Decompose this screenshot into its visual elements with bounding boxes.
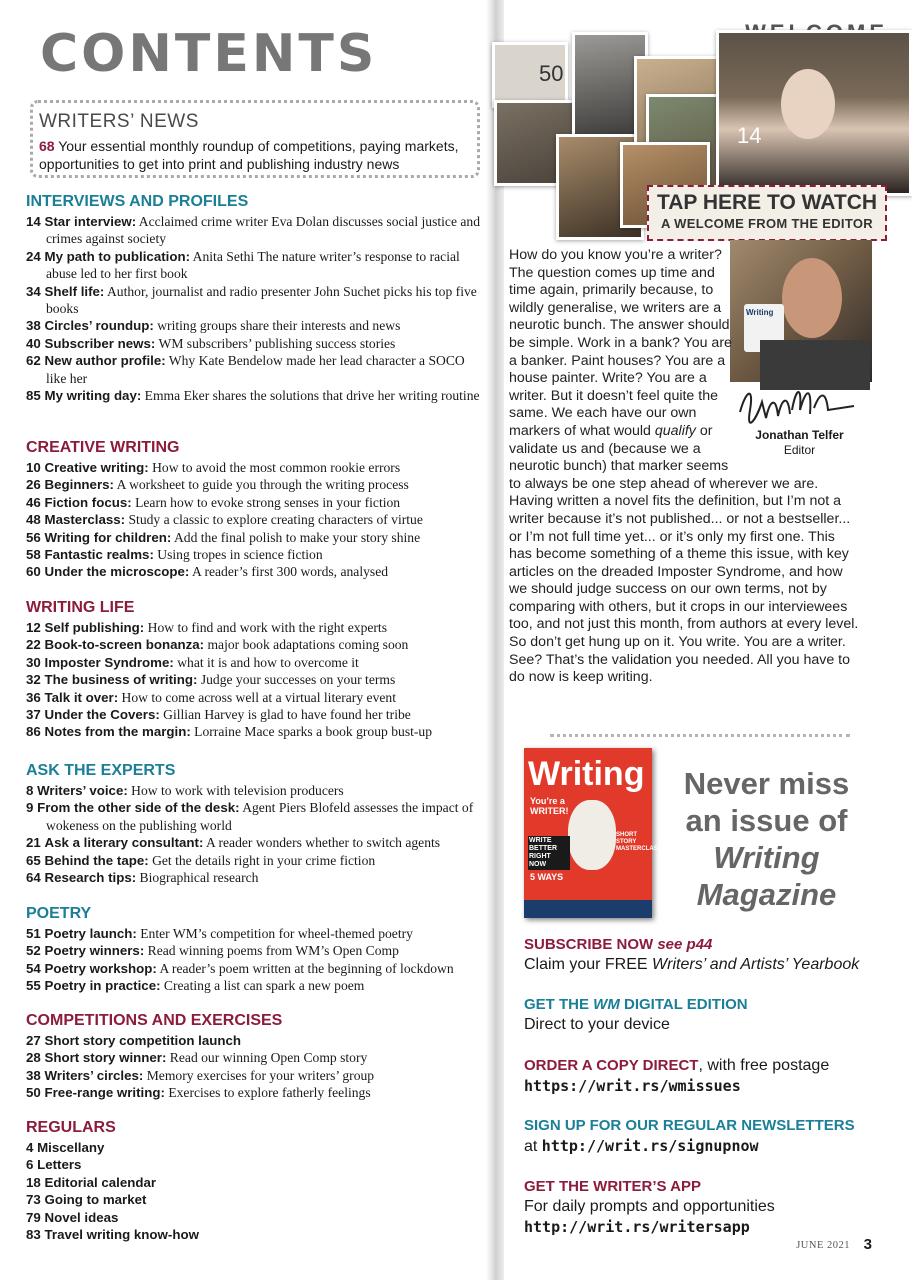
contents-entry[interactable] [26,723,482,740]
entry-page-number: 6 [26,1157,34,1173]
entry-description: A reader’s poem written at the beginning of lockdown [156,960,454,976]
entry-page-number: 83 [26,1227,41,1243]
entry-description: Creating a list can spark a new poem [160,978,365,994]
letter-italic: qualify [654,422,696,439]
digital-text: Direct to your device [524,1016,670,1033]
app-heading: GET THE WRITER’S APP [524,1178,701,1195]
entry-page-number: 37 [26,707,41,723]
mug-text: Writing [746,308,774,317]
entry-description: Emma Eker shares the solutions that drive her writing routine [141,388,480,404]
entry-page-number: 26 [26,477,41,493]
entry-page-number: 34 [26,283,41,299]
contents-entry[interactable] [26,1209,482,1226]
entry-description: Why Kate Bendelow made her lead character a SOCO like her [46,353,465,386]
entry-page-number: 79 [26,1209,41,1225]
entry-label: Going to market [44,1192,147,1208]
contents-section [26,1118,482,1243]
entry-description: Using tropes in science fiction [153,547,323,563]
entry-page-number: 38 [26,1067,41,1083]
entry-label: Book-to-screen bonanza: [44,637,205,653]
entry-label: Masterclass: [44,512,126,528]
contents-entry[interactable] [26,1226,482,1243]
entry-page-number: 38 [26,318,41,334]
entry-description: Biographical research [136,870,259,886]
entry-page-number: 24 [26,248,41,264]
entry-label: Short story competition launch [44,1033,242,1048]
entry-description: Study a classic to explore creating characters of virtue [125,512,423,528]
collage-photo-8 [716,30,912,196]
entry-description: Author, journalist and radio presenter John Suchet picks his top five books [46,283,477,317]
entry-page-number: 65 [26,852,41,868]
entry-page-number: 40 [26,335,41,351]
entry-page-number: 73 [26,1192,41,1208]
entry-label: Miscellany [37,1140,105,1155]
contents-section [26,904,482,995]
contents-entry[interactable] [26,1049,482,1066]
entry-label: Research tips: [44,870,137,886]
entry-description: Get the details right in your crime fiction [148,852,376,868]
page-title: CONTENTS [40,24,378,84]
contents-entry[interactable] [26,529,482,546]
contents-entry[interactable] [26,563,482,580]
contents-entry[interactable] [26,1032,482,1049]
digital-heading-it: WM [593,996,620,1013]
writers-news-desc: Your essential monthly roundup of competitions, paying markets, opportunities to get into print and publishing industry news [39,138,459,172]
entry-label: Shelf life: [44,283,105,299]
entry-description: How to avoid the most common rookie errors [148,460,401,475]
entry-description: How to come across well at a virtual literary event [118,689,396,705]
entry-label: The business of writing: [44,672,198,688]
order-url-link[interactable]: https://writ.rs/wmissues [524,1077,741,1095]
contents-entry[interactable] [26,511,482,528]
entry-page-number: 22 [26,637,41,653]
entry-page-number: 30 [26,654,41,670]
entry-page-number: 86 [26,724,41,740]
section-heading: REGULARS [26,1119,116,1136]
contents-entry[interactable] [26,782,482,799]
collage-number-a: 50 [539,61,564,86]
entry-page-number: 52 [26,943,41,959]
entry-page-number: 36 [26,689,41,705]
cover-ways: 5 WAYS [530,872,564,882]
contents-entry[interactable] [26,654,482,671]
entry-description: Learn how to evoke strong senses in your fiction [131,494,401,510]
contents-entry[interactable] [26,977,482,994]
contents-entry[interactable] [26,546,482,563]
contents-entry[interactable] [26,960,482,977]
entry-description: Lorraine Mace sparks a book group bust-up [190,724,433,740]
subscribe-italic: Writers’ and Artists’ Yearbook [652,956,860,973]
entry-label: Fiction focus: [44,494,132,510]
entry-page-number: 54 [26,960,41,976]
editor-role: Editor [783,443,816,457]
entry-description: How to find and work with the right experts [144,620,387,635]
contents-entry[interactable] [26,1191,482,1208]
letter-part1: How do you know you’re a writer? The question comes up time and time again, primarily because, to wildly generalise, we writers are a neurotic bunch. The answer should be simple. Work in a bank? You are a banker. Paint houses? You are a house painter. Write? You are a writer. But it doesn’t feel quite the same. We each have our own markers of what would [509,247,732,439]
entry-description: Gillian Harvey is glad to have found her tribe [159,707,411,723]
entry-page-number: 9 [26,800,34,816]
never-miss-line4: Magazine [696,877,837,912]
contents-entry[interactable] [26,476,482,493]
never-miss-line3: Writing [713,840,820,875]
entry-label: Letters [37,1157,82,1173]
promo-newsletter[interactable] [524,1116,894,1157]
contents-entry[interactable] [26,459,482,476]
entry-page-number: 55 [26,978,41,994]
contents-entry[interactable] [26,869,482,886]
collage-photo-1 [492,42,568,108]
section-heading: INTERVIEWS AND PROFILES [26,193,249,210]
entry-page-number: 62 [26,353,41,369]
entry-label: Writers’ voice: [37,783,128,798]
entry-label: Star interview: [44,214,137,229]
page-number: 3 [863,1236,872,1253]
watch-video-button[interactable] [647,185,887,241]
contents-section [26,192,482,404]
digital-heading-a: GET THE [524,996,594,1013]
entry-label: Poetry launch: [44,926,137,941]
promo-order[interactable] [524,1056,894,1096]
dotted-divider [550,734,850,737]
entry-page-number: 12 [26,620,41,635]
entry-label: Writing for children: [44,529,172,545]
entry-page-number: 58 [26,547,41,563]
entry-description: Anita Sethi The nature writer’s response to racial abuse led to her first book [46,248,460,282]
section-heading: CREATIVE WRITING [26,439,180,456]
contents-section [26,598,482,741]
contents-entry[interactable] [26,1139,482,1156]
contents-entry[interactable] [26,248,482,283]
contents-entry[interactable] [26,213,482,248]
promo-app[interactable] [524,1177,894,1237]
entry-description: writing groups share their interests and news [153,318,401,334]
watch-video-line2: A WELCOME FROM THE EDITOR [661,216,873,231]
contents-entry[interactable] [26,619,482,636]
entry-label: Behind the tape: [44,852,149,868]
writers-news-text [39,137,473,173]
entry-description: what it is and how to overcome it [173,654,359,670]
cover-headline: You’re a WRITER! [530,796,569,816]
entry-description: A worksheet to guide you through the writing process [113,477,409,493]
entry-description: Read winning poems from WM’s Open Comp [144,943,399,959]
writers-news-page: 68 [39,138,55,154]
entry-description: major book adaptations coming soon [204,637,409,653]
app-text: For daily prompts and opportunities [524,1198,775,1215]
contents-entry[interactable] [26,834,482,851]
entry-description: Agent Piers Blofeld assesses the impact of wokeness on the publishing world [46,800,474,833]
entry-page-number: 10 [26,460,41,475]
entry-label: Imposter Syndrome: [44,654,174,670]
entry-page-number: 4 [26,1140,34,1155]
contents-entry[interactable] [26,387,482,404]
newsletter-heading: SIGN UP FOR OUR REGULAR NEWSLETTERS [524,1117,855,1134]
entry-label: Poetry in practice: [44,978,161,994]
promo-subscribe[interactable] [524,935,894,975]
entry-label: Under the Covers: [44,707,160,723]
section-heading: ASK THE EXPERTS [26,762,176,779]
editor-name: Jonathan Telfer [755,428,844,442]
section-heading: POETRY [26,905,92,922]
promo-digital[interactable] [524,995,894,1035]
entry-page-number: 48 [26,512,41,528]
entry-label: Short story winner: [44,1050,167,1066]
entry-label: Self publishing: [44,620,145,635]
watch-video-line1: TAP HERE TO WATCH [656,191,878,214]
contents-section [26,438,482,581]
entry-description: WM subscribers’ publishing success stories [155,335,396,351]
entry-page-number: 21 [26,835,41,851]
cover-subhead: WRITE BETTER RIGHT NOW [528,836,570,870]
cover-bottom-band [524,900,652,918]
entry-page-number: 14 [26,214,41,229]
entry-label: New author profile: [44,353,166,369]
entry-label: Novel ideas [44,1209,119,1225]
contents-entry[interactable] [26,335,482,352]
entry-label: Beginners: [44,477,114,493]
cover-tag: SHORT STORY MASTERCLASS [616,832,662,852]
newsletter-at: at [524,1138,542,1155]
contents-entry[interactable] [26,352,482,387]
issue-date: JUNE 2021 [796,1240,850,1251]
contents-entry[interactable] [26,283,482,318]
entry-page-number: 64 [26,870,41,886]
contents-section [26,1011,482,1102]
entry-page-number: 85 [26,388,41,404]
app-url-link[interactable]: http://writ.rs/writersapp [524,1218,750,1236]
contents-entry[interactable] [26,689,482,706]
digital-heading-b: DIGITAL EDITION [619,996,748,1013]
order-heading: ORDER A COPY DIRECT [524,1057,699,1074]
entry-label: Travel writing know-how [44,1227,199,1243]
entry-description: Memory exercises for your writers’ group [143,1067,375,1083]
entry-page-number: 50 [26,1085,41,1101]
entry-page-number: 46 [26,494,41,510]
writers-news-box[interactable] [30,100,480,178]
order-rest: , with free postage [698,1057,830,1074]
letter-part2: or validate us and (because we a neurotic bunch) that marker seems to always be one step ahead of wherever we are. Having written a novel fits the definition, but I’m not a writer because it’s not published... or not a bestseller... or I’m not full time yet... or it’s only my first one. This has become something of a theme this issue, with key articles on the dreaded Imposter Syndrome, and how we should judge success on our own terms, not by comparing with others, but it crops in our interviewees too, and not just this month, from authors at every level. So don’t get hung up on it. You write. You are a writer. See? That’s the validation you needed. All you have to do now is keep writing. [509,422,859,686]
never-miss-line2: an issue of [685,803,848,838]
contents-entry[interactable] [26,636,482,653]
contents-entry[interactable] [26,942,482,959]
contents-entry[interactable] [26,671,482,688]
contents-entry[interactable] [26,799,482,834]
entry-label: From the other side of the desk: [37,800,240,816]
newsletter-url-link[interactable]: http://writ.rs/signupnow [541,1137,759,1155]
contents-entry[interactable] [26,1156,482,1173]
subscribe-see: see p44 [653,936,713,953]
section-heading: WRITING LIFE [26,599,135,616]
editor-letter [509,247,859,687]
contents-section [26,761,482,886]
entry-label: Notes from the margin: [44,724,191,740]
entry-label: Free-range writing: [44,1085,165,1101]
entry-page-number: 18 [26,1174,41,1190]
entry-label: Editorial calendar [44,1174,157,1190]
cover-masthead: Writing [528,755,645,793]
entry-label: Ask a literary consultant: [44,835,204,851]
contents-entry[interactable] [26,317,482,334]
entry-label: My path to publication: [44,248,191,264]
entry-description: A reader wonders whether to switch agents [203,835,441,851]
entry-label: Circles’ roundup: [44,318,154,334]
contents-entry[interactable] [26,925,482,942]
editor-face-shape [781,69,835,139]
entry-page-number: 56 [26,529,41,545]
writers-news-title: WRITERS’ NEWS [39,111,199,132]
entry-description: Exercises to explore fatherly feelings [164,1085,371,1101]
cover-face [568,800,616,870]
entry-label: My writing day: [44,388,142,404]
never-miss-line1: Never miss [683,766,850,801]
entry-label: Poetry workshop: [44,960,157,976]
entry-page-number: 27 [26,1033,41,1048]
entry-page-number: 51 [26,926,41,941]
entry-description: Judge your successes on your terms [197,672,396,688]
contents-entry[interactable] [26,494,482,511]
entry-description: Acclaimed crime writer Eva Dolan discusses social justice and crimes against society [46,214,481,247]
entry-page-number: 32 [26,672,41,688]
entry-label: Writers’ circles: [44,1067,144,1083]
subscribe-text: Claim your FREE [524,956,653,973]
contents-entry[interactable] [26,1084,482,1101]
contents-entry[interactable] [26,1067,482,1084]
entry-label: Fantastic realms: [44,547,154,563]
subscribe-heading: SUBSCRIBE NOW [524,936,654,953]
entry-label: Under the microscope: [44,564,190,580]
section-heading: COMPETITIONS AND EXERCISES [26,1012,283,1029]
entry-page-number: 60 [26,564,41,580]
entry-label: Creative writing: [44,460,149,475]
contents-entry[interactable] [26,852,482,869]
entry-description: Add the final polish to make your story shine [171,529,421,545]
entry-label: Talk it over: [44,689,119,705]
entry-page-number: 8 [26,783,34,798]
entry-description: Enter WM’s competition for wheel-themed poetry [136,926,413,941]
contents-entry[interactable] [26,1174,482,1191]
entry-description: Read our winning Open Comp story [166,1050,368,1066]
contents-entry[interactable] [26,706,482,723]
magazine-cover[interactable] [524,748,662,918]
entry-description: How to work with television producers [127,783,344,798]
entry-label: Poetry winners: [44,943,145,959]
entry-label: Subscriber news: [44,335,156,351]
entry-page-number: 28 [26,1050,41,1066]
entry-description: A reader’s first 300 words, analysed [189,564,389,580]
never-miss-heading [664,765,869,913]
collage-number-b: 14 [737,123,762,148]
letter-wrap-space [733,247,859,473]
